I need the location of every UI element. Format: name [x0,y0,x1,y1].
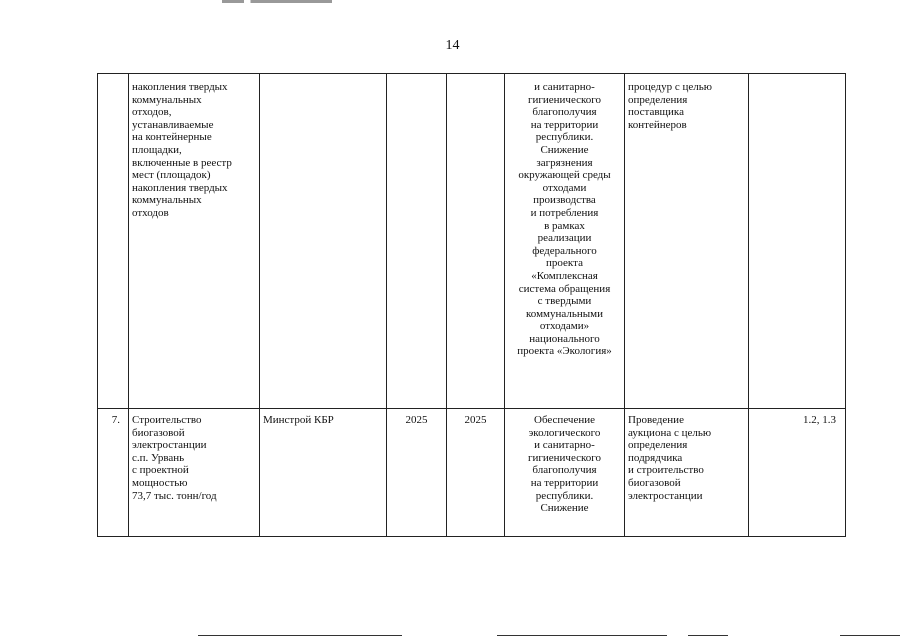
top-edge-scan-mark [222,0,332,3]
cell-procedure: процедур с целью определения поставщика контейнеров [625,74,749,409]
cell-executor [260,74,387,409]
cell-expected-result: Обеспечение экологического и санитарно- гигиенического благополучия на территории республики. Снижение [505,409,625,537]
cell-event: Строительство биогазовой электростанции с.п. Урвань с проектной мощностью 73,7 тыс. тонн/год [129,409,260,537]
cell-number [98,74,129,409]
cell-number: 7. [98,409,129,537]
bottom-scan-line [840,635,900,636]
cell-expected-result: и санитарно- гигиенического благополучия на территории республики. Снижение загрязнения окружающей среды отходами производства и потребления в рамках реализации федерального проекта «Комплексная система обращения с твердыми коммунальными отходами» национального проекта «Экология» [505,74,625,409]
cell-end-year: 2025 [447,409,505,537]
table-row [98,74,846,409]
table-row [98,409,846,537]
bottom-scan-line [497,635,667,636]
cell-start-year [387,74,447,409]
bottom-scan-line [688,635,728,636]
measures-table [97,73,846,537]
cell-event: накопления твердых коммунальных отходов, устанавливаемые на контейнерные площадки, включенные в реестр мест (площадок) накопления твердых коммунальных отходов [129,74,260,409]
cell-executor: Минстрой КБР [260,409,387,537]
cell-indicators: 1.2, 1.3 [749,409,846,537]
cell-indicators [749,74,846,409]
cell-end-year [447,74,505,409]
page-number: 14 [445,38,460,53]
bottom-scan-line [198,635,402,636]
cell-start-year: 2025 [387,409,447,537]
cell-procedure: Проведение аукциона с целью определения подрядчика и строительство биогазовой электростанции [625,409,749,537]
